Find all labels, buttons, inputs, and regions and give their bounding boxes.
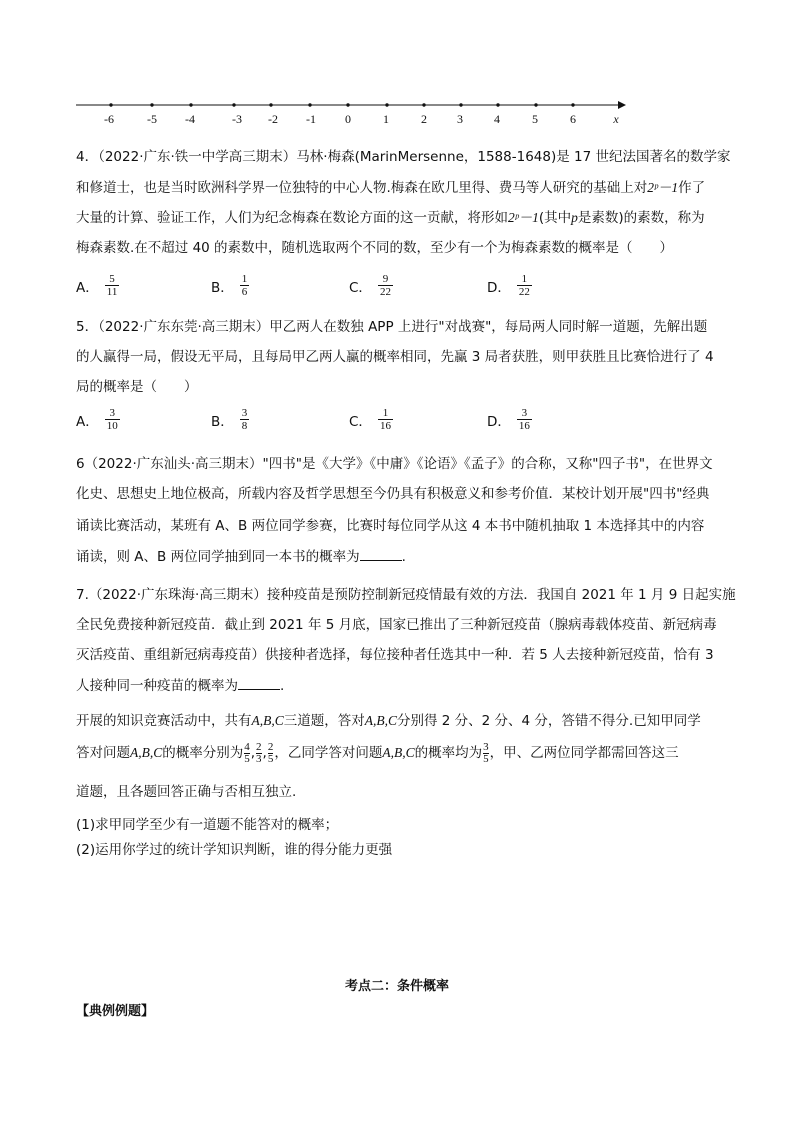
q8-subquestion-2: (2)运用你学过的统计学知识判断，谁的得分能力更强	[76, 842, 393, 858]
q7-line: 人接种同一种疫苗的概率为 .	[76, 678, 285, 694]
example-label: 【典例例题】	[76, 1004, 155, 1019]
q4-line: 4．（2022·广东·铁一中学高三期末）马林·梅森(MarinMersenne，1588-1648)是 17 世纪法国著名的数学家	[76, 149, 731, 165]
q6-line: 诵读比赛活动，某班有 A、B 两位同学参赛，比赛时每位同学从这 4 本书中随机抽取 1 本选择其中的内容	[76, 518, 705, 534]
q5-option-a[interactable]: A． $\frac{3}{10}$	[76, 407, 118, 432]
q7-line: 全民免费接种新冠疫苗．截止到 2021 年 5 月底，国家已推出了三种新冠疫苗（腺病毒载体疫苗、新冠病毒	[76, 617, 717, 633]
tick-label: -3	[232, 112, 242, 126]
fraction: $\frac{3}{5}$	[483, 740, 489, 765]
q6-line: 6（2022·广东汕头·高三期末）"四书"是《大学》《中庸》《论语》《孟子》的合称，又称"四子书"，在世界文	[76, 456, 713, 472]
fraction: $\frac{2}{3}$	[256, 740, 262, 765]
q8-subquestion-1: (1)求甲同学至少有一道题不能答对的概率；	[76, 817, 339, 833]
tick-label: -6	[104, 112, 114, 126]
fraction: $\frac{3}{10}$	[106, 407, 118, 432]
fraction: $\frac{3}{16}$	[518, 407, 530, 432]
tick-label: -5	[147, 112, 157, 126]
tick-label: -4	[185, 112, 195, 126]
fraction: $\frac{3}{8}$	[241, 407, 248, 432]
q4-line: 和修道士，也是当时欧洲科学界一位独特的中心人物.梅森在欧几里得、费马等人研究的基础上对2ᵖ－1作了	[76, 180, 706, 196]
tick-label: -2	[268, 112, 278, 126]
q5-option-d[interactable]: D． $\frac{3}{16}$	[487, 407, 530, 432]
tick-label: 6	[570, 112, 576, 126]
tick-label: 4	[494, 112, 500, 126]
fraction: $\frac{5}{11}$	[106, 273, 118, 298]
q6-line: 化史、思想史上地位极高，所载内容及哲学思想至今仍具有积极意义和参考价值．某校计划开展"四书"经典	[76, 486, 710, 502]
q7-line: 灭活疫苗、重组新冠病毒疫苗）供接种者选择，每位接种者任选其中一种．若 5 人去接种新冠疫苗，恰有 3	[76, 647, 714, 663]
q5-line: 局的概率是（ ）	[76, 379, 198, 395]
q8-line: 答对问题A,B,C的概率分别为 $\frac{4}{5}$ , $\frac{2}{3}$ , $\frac{2}{5}$ ，乙同学答对问题A,B,C的概率均为 $\frac{3}{5}$ ，甲、乙两位同学都需回答这三	[76, 740, 679, 765]
tick-label: 5	[532, 112, 538, 126]
fraction: $\frac{1}{22}$	[518, 273, 530, 298]
section-heading: 考点二：条件概率	[344, 979, 449, 994]
q5-line: 5．（2022·广东东莞·高三期末）甲乙两人在数独 APP 上进行"对战赛"，每局两人同时解一道题，先解出题	[76, 319, 708, 335]
q4-option-a[interactable]: A． $\frac{5}{11}$	[76, 273, 118, 298]
fraction: $\frac{2}{5}$	[267, 740, 274, 765]
q5-option-b[interactable]: B． $\frac{3}{8}$	[211, 407, 248, 432]
q7-line: 7.（2022·广东珠海·高三期末）接种疫苗是预防控制新冠疫情最有效的方法．我国自 2021 年 1 月 9 日起实施	[76, 587, 736, 603]
q4-option-b[interactable]: B． $\frac{1}{6}$	[211, 273, 248, 298]
q5-line: 的人赢得一局，假设无平局，且每局甲乙两人赢的概率相同，先赢 3 局者获胜，则甲获胜且比赛恰进行了 4	[76, 349, 714, 365]
fraction: $\frac{1}{16}$	[379, 407, 391, 432]
tick-label: 1	[383, 112, 389, 126]
answer-blank[interactable]	[238, 677, 280, 690]
fraction: $\frac{9}{22}$	[379, 273, 391, 298]
tick-label: -1	[306, 112, 316, 126]
q4-option-c[interactable]: C． $\frac{9}{22}$	[349, 273, 391, 298]
q4-line: 大量的计算、验证工作，人们为纪念梅森在数论方面的这一贡献，将形如2ᵖ－1(其中p是素数)的素数，称为	[76, 210, 705, 226]
q6-line: 诵读，则 A、B 两位同学抽到同一本书的概率为 .	[76, 549, 406, 565]
q8-line: 道题，且各题回答正确与否相互独立.	[76, 784, 297, 800]
q5-option-c[interactable]: C． $\frac{1}{16}$	[349, 407, 391, 432]
q4-line: 梅森素数.在不超过 40 的素数中，随机选取两个不同的数，至少有一个为梅森素数的概率是（ ）	[76, 240, 674, 256]
tick-label: 2	[421, 112, 427, 126]
fraction: $\frac{1}{6}$	[241, 273, 248, 298]
tick-label: 0	[345, 112, 351, 126]
answer-blank[interactable]	[360, 548, 402, 561]
q8-line: 开展的知识竞赛活动中，共有A,B,C三道题，答对A,B,C分别得 2 分、2 分、4 分，答错不得分.已知甲同学	[76, 713, 701, 729]
q4-option-d[interactable]: D． $\frac{1}{22}$	[487, 273, 530, 298]
tick-label: 3	[457, 112, 463, 126]
axis-label-x: x	[613, 112, 619, 126]
fraction: $\frac{4}{5}$	[244, 740, 250, 765]
